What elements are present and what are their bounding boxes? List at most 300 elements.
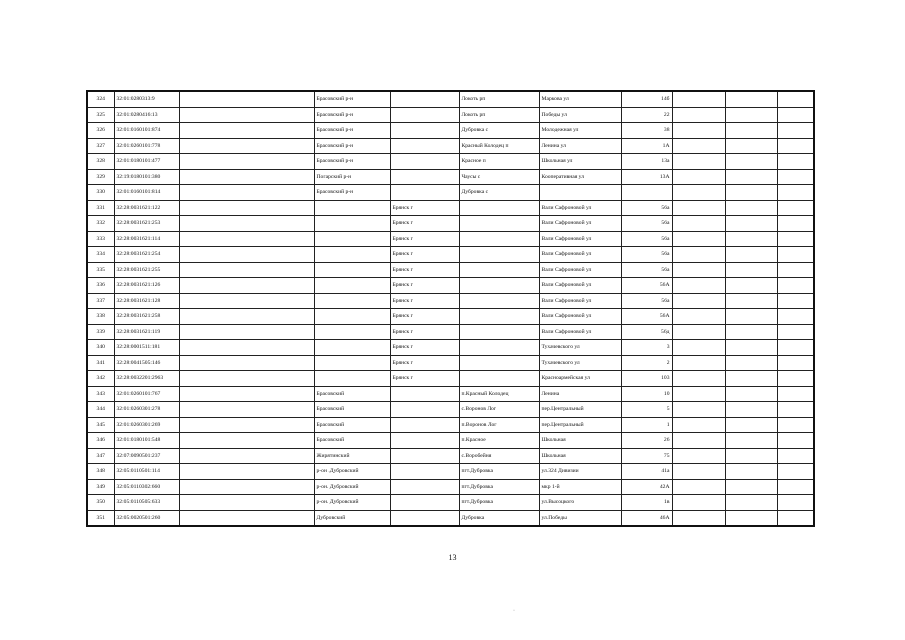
table-row <box>87 479 814 495</box>
empty-cell <box>725 402 777 418</box>
settlement-cell: Локоть рп <box>459 91 539 107</box>
empty-cell <box>725 386 777 402</box>
empty-cell <box>777 169 814 185</box>
empty-cell <box>777 386 814 402</box>
empty-cell <box>725 91 777 107</box>
house-number-cell: 3 <box>621 340 672 356</box>
table-row <box>87 138 814 154</box>
table-row <box>87 448 814 464</box>
street-cell: Тухачевского ул <box>539 340 621 356</box>
cadastral-number-cell: 32:28:0031621:114 <box>114 231 179 247</box>
city-cell: Брянск г <box>390 200 459 216</box>
city-cell: Брянск г <box>390 278 459 294</box>
street-cell <box>539 185 621 201</box>
empty-cell <box>725 479 777 495</box>
empty-cell <box>179 247 314 263</box>
cadastral-number-cell: 32:05:0110501:114 <box>114 464 179 480</box>
empty-cell <box>777 123 814 139</box>
house-number-cell <box>621 185 672 201</box>
settlement-cell <box>459 262 539 278</box>
house-number-cell: 75 <box>621 448 672 464</box>
district-cell: Брасовский р-н <box>314 138 390 154</box>
row-number-cell: 330 <box>87 185 114 201</box>
house-number-cell: 56д <box>621 324 672 340</box>
cadastral-number-cell: 32:28:0031621:258 <box>114 309 179 325</box>
empty-cell <box>672 154 725 170</box>
cadastral-number-cell: 32:28:0031621:128 <box>114 293 179 309</box>
empty-cell <box>725 200 777 216</box>
street-cell: Вали Сафроновой ул <box>539 278 621 294</box>
settlement-cell: Локоть рп <box>459 107 539 123</box>
house-number-cell: 56а <box>621 231 672 247</box>
house-number-cell: 56а <box>621 262 672 278</box>
empty-cell <box>672 309 725 325</box>
empty-cell <box>725 371 777 387</box>
table-row <box>87 154 814 170</box>
row-number-cell: 334 <box>87 247 114 263</box>
house-number-cell: 13а <box>621 154 672 170</box>
city-cell: Брянск г <box>390 355 459 371</box>
street-cell: Ленина <box>539 386 621 402</box>
settlement-cell <box>459 216 539 232</box>
empty-cell <box>179 448 314 464</box>
settlement-cell: пгт.Дубровка <box>459 464 539 480</box>
district-cell <box>314 371 390 387</box>
table-row <box>87 355 814 371</box>
cadastral-number-cell: 32:01:0260101:767 <box>114 386 179 402</box>
house-number-cell: 5 <box>621 402 672 418</box>
empty-cell <box>777 510 814 526</box>
settlement-cell <box>459 231 539 247</box>
table-row <box>87 169 814 185</box>
empty-cell <box>672 417 725 433</box>
empty-cell <box>179 169 314 185</box>
empty-cell <box>672 231 725 247</box>
house-number-cell: 13А <box>621 169 672 185</box>
district-cell <box>314 355 390 371</box>
empty-cell <box>672 371 725 387</box>
empty-cell <box>672 448 725 464</box>
table-row <box>87 340 814 356</box>
empty-cell <box>725 495 777 511</box>
settlement-cell <box>459 324 539 340</box>
empty-cell <box>777 324 814 340</box>
empty-cell <box>725 293 777 309</box>
empty-cell <box>777 433 814 449</box>
row-number-cell: 344 <box>87 402 114 418</box>
empty-cell <box>672 479 725 495</box>
empty-cell <box>179 185 314 201</box>
settlement-cell: Красный Колодец п <box>459 138 539 154</box>
district-cell <box>314 293 390 309</box>
settlement-cell: п.Красное <box>459 433 539 449</box>
empty-cell <box>725 417 777 433</box>
empty-cell <box>672 247 725 263</box>
empty-cell <box>725 185 777 201</box>
empty-cell <box>777 464 814 480</box>
empty-cell <box>672 262 725 278</box>
city-cell <box>390 448 459 464</box>
empty-cell <box>179 123 314 139</box>
house-number-cell: 38 <box>621 123 672 139</box>
city-cell <box>390 185 459 201</box>
cadastral-number-cell: 32:28:0031621:255 <box>114 262 179 278</box>
table-row <box>87 231 814 247</box>
cadastral-number-cell: 32:28:0041505:146 <box>114 355 179 371</box>
house-number-cell: 56а <box>621 293 672 309</box>
empty-cell <box>672 185 725 201</box>
street-cell: мкр 1-й <box>539 479 621 495</box>
house-number-cell: 56а <box>621 247 672 263</box>
house-number-cell: 42А <box>621 479 672 495</box>
row-number-cell: 333 <box>87 231 114 247</box>
street-cell: Вали Сафроновой ул <box>539 324 621 340</box>
cadastral-number-cell: 32:01:0160101:814 <box>114 185 179 201</box>
settlement-cell: пгт.Дубровка <box>459 495 539 511</box>
cadastral-number-cell: 32:01:0260301:278 <box>114 402 179 418</box>
cadastral-number-cell: 32:01:0180101:548 <box>114 433 179 449</box>
street-cell: Молодежная ул <box>539 123 621 139</box>
street-cell: Победы ул <box>539 107 621 123</box>
cadastral-number-cell: 32:28:0031621:254 <box>114 247 179 263</box>
district-cell <box>314 200 390 216</box>
city-cell <box>390 138 459 154</box>
district-cell <box>314 309 390 325</box>
empty-cell <box>777 355 814 371</box>
empty-cell <box>725 355 777 371</box>
cadastral-number-cell: 32:07:0090501:237 <box>114 448 179 464</box>
district-cell <box>314 324 390 340</box>
empty-cell <box>179 154 314 170</box>
street-cell: Вали Сафроновой ул <box>539 247 621 263</box>
city-cell: Брянск г <box>390 371 459 387</box>
row-number-cell: 329 <box>87 169 114 185</box>
city-cell <box>390 107 459 123</box>
street-cell: ул.Победы <box>539 510 621 526</box>
empty-cell <box>179 464 314 480</box>
cadastral-number-cell: 32:28:0032201:2963 <box>114 371 179 387</box>
empty-cell <box>672 510 725 526</box>
settlement-cell: Дубровка <box>459 510 539 526</box>
empty-cell <box>672 216 725 232</box>
cadastral-number-cell: 32:28:0001511:181 <box>114 340 179 356</box>
district-cell <box>314 262 390 278</box>
empty-cell <box>672 91 725 107</box>
empty-cell <box>672 107 725 123</box>
empty-cell <box>777 216 814 232</box>
empty-cell <box>672 495 725 511</box>
row-number-cell: 346 <box>87 433 114 449</box>
house-number-cell: 1А <box>621 138 672 154</box>
row-number-cell: 347 <box>87 448 114 464</box>
street-cell: Вали Сафроновой ул <box>539 231 621 247</box>
empty-cell <box>179 495 314 511</box>
row-number-cell: 328 <box>87 154 114 170</box>
table-row <box>87 417 814 433</box>
street-cell: Вали Сафроновой ул <box>539 309 621 325</box>
empty-cell <box>725 154 777 170</box>
empty-cell <box>179 510 314 526</box>
city-cell: Брянск г <box>390 262 459 278</box>
row-number-cell: 343 <box>87 386 114 402</box>
city-cell <box>390 169 459 185</box>
district-cell: Брасовский р-н <box>314 185 390 201</box>
street-cell: Ленина ул <box>539 138 621 154</box>
empty-cell <box>725 262 777 278</box>
table-row <box>87 185 814 201</box>
district-cell: Дубровский <box>314 510 390 526</box>
street-cell: ул.324 Дивизии <box>539 464 621 480</box>
city-cell: Брянск г <box>390 324 459 340</box>
row-number-cell: 345 <box>87 417 114 433</box>
empty-cell <box>725 247 777 263</box>
city-cell <box>390 123 459 139</box>
table-row <box>87 309 814 325</box>
district-cell: Брасовский р-н <box>314 123 390 139</box>
district-cell: р-он. Дубровский <box>314 479 390 495</box>
house-number-cell: 10 <box>621 386 672 402</box>
cadastral-number-cell: 32:28:0031621:126 <box>114 278 179 294</box>
empty-cell <box>777 231 814 247</box>
street-cell: пер.Центральный <box>539 402 621 418</box>
settlement-cell: пгт.Дубровка <box>459 479 539 495</box>
city-cell: Брянск г <box>390 340 459 356</box>
empty-cell <box>179 216 314 232</box>
city-cell <box>390 495 459 511</box>
table-row <box>87 278 814 294</box>
district-cell: Брасовский р-н <box>314 154 390 170</box>
house-number-cell: 56А <box>621 309 672 325</box>
settlement-cell: Дубровка с <box>459 185 539 201</box>
scan-artifact-dot: · <box>513 608 515 614</box>
empty-cell <box>179 417 314 433</box>
empty-cell <box>777 495 814 511</box>
empty-cell <box>725 309 777 325</box>
empty-cell <box>777 309 814 325</box>
empty-cell <box>725 510 777 526</box>
empty-cell <box>777 293 814 309</box>
district-cell <box>314 247 390 263</box>
district-cell: Брасовский <box>314 417 390 433</box>
empty-cell <box>725 448 777 464</box>
empty-cell <box>179 324 314 340</box>
settlement-cell <box>459 340 539 356</box>
empty-cell <box>179 278 314 294</box>
row-number-cell: 337 <box>87 293 114 309</box>
cadastral-number-cell: 32:01:0260101:778 <box>114 138 179 154</box>
empty-cell <box>179 91 314 107</box>
cadastral-number-cell: 32:01:0280416:13 <box>114 107 179 123</box>
empty-cell <box>777 448 814 464</box>
cadastral-number-cell: 32:01:0180101:477 <box>114 154 179 170</box>
empty-cell <box>777 402 814 418</box>
empty-cell <box>179 309 314 325</box>
settlement-cell <box>459 278 539 294</box>
empty-cell <box>179 107 314 123</box>
settlement-cell: Красное п <box>459 154 539 170</box>
city-cell: Брянск г <box>390 293 459 309</box>
table-row <box>87 510 814 526</box>
cadastral-number-cell: 32:28:0031621:253 <box>114 216 179 232</box>
row-number-cell: 350 <box>87 495 114 511</box>
cadastral-number-cell: 32:28:0031621:119 <box>114 324 179 340</box>
row-number-cell: 324 <box>87 91 114 107</box>
table-row <box>87 464 814 480</box>
empty-cell <box>672 123 725 139</box>
empty-cell <box>672 402 725 418</box>
table-row <box>87 123 814 139</box>
empty-cell <box>725 123 777 139</box>
empty-cell <box>777 371 814 387</box>
table-row <box>87 324 814 340</box>
street-cell: Вали Сафроновой ул <box>539 293 621 309</box>
empty-cell <box>725 433 777 449</box>
house-number-cell: 14б <box>621 91 672 107</box>
street-cell: Вали Сафроновой ул <box>539 216 621 232</box>
empty-cell <box>725 216 777 232</box>
table-row <box>87 495 814 511</box>
empty-cell <box>777 91 814 107</box>
row-number-cell: 327 <box>87 138 114 154</box>
table-row <box>87 216 814 232</box>
house-number-cell: 56А <box>621 278 672 294</box>
city-cell: Брянск г <box>390 231 459 247</box>
cadastral-number-cell: 32:05:0020501:260 <box>114 510 179 526</box>
row-number-cell: 348 <box>87 464 114 480</box>
city-cell <box>390 402 459 418</box>
empty-cell <box>777 262 814 278</box>
empty-cell <box>672 200 725 216</box>
row-number-cell: 338 <box>87 309 114 325</box>
empty-cell <box>777 154 814 170</box>
district-cell <box>314 278 390 294</box>
street-cell: пер.Центральный <box>539 417 621 433</box>
empty-cell <box>179 402 314 418</box>
row-number-cell: 336 <box>87 278 114 294</box>
street-cell: Школьная <box>539 448 621 464</box>
street-cell: Школьная <box>539 433 621 449</box>
empty-cell <box>179 479 314 495</box>
house-number-cell: 46А <box>621 510 672 526</box>
empty-cell <box>725 278 777 294</box>
empty-cell <box>725 231 777 247</box>
district-cell: Брасовский <box>314 433 390 449</box>
empty-cell <box>179 340 314 356</box>
settlement-cell: Дубровка с <box>459 123 539 139</box>
city-cell: Брянск г <box>390 309 459 325</box>
row-number-cell: 339 <box>87 324 114 340</box>
empty-cell <box>777 479 814 495</box>
table-row <box>87 433 814 449</box>
house-number-cell: 56а <box>621 216 672 232</box>
table-row <box>87 402 814 418</box>
district-cell <box>314 216 390 232</box>
row-number-cell: 335 <box>87 262 114 278</box>
house-number-cell: 2 <box>621 355 672 371</box>
district-cell: р-он. Дубровский <box>314 495 390 511</box>
district-cell <box>314 340 390 356</box>
empty-cell <box>777 247 814 263</box>
table-row <box>87 293 814 309</box>
empty-cell <box>725 464 777 480</box>
city-cell <box>390 154 459 170</box>
cadastral-number-cell: 32:01:0280313:9 <box>114 91 179 107</box>
empty-cell <box>179 386 314 402</box>
street-cell: Вали Сафроновой ул <box>539 200 621 216</box>
settlement-cell <box>459 247 539 263</box>
empty-cell <box>672 278 725 294</box>
house-number-cell: 1 <box>621 417 672 433</box>
settlement-cell: с.Воробейня <box>459 448 539 464</box>
page-number: 13 <box>448 553 457 562</box>
street-cell: Кооперативная ул <box>539 169 621 185</box>
empty-cell <box>179 138 314 154</box>
empty-cell <box>179 200 314 216</box>
cadastral-number-cell: 32:01:0160101:874 <box>114 123 179 139</box>
empty-cell <box>777 417 814 433</box>
table-row <box>87 262 814 278</box>
district-cell: Брасовский <box>314 386 390 402</box>
empty-cell <box>725 138 777 154</box>
empty-cell <box>672 138 725 154</box>
row-number-cell: 331 <box>87 200 114 216</box>
row-number-cell: 325 <box>87 107 114 123</box>
cadastral-number-cell: 32:01:0260301:269 <box>114 417 179 433</box>
empty-cell <box>672 324 725 340</box>
settlement-cell <box>459 293 539 309</box>
row-number-cell: 340 <box>87 340 114 356</box>
empty-cell <box>725 107 777 123</box>
empty-cell <box>179 371 314 387</box>
empty-cell <box>672 169 725 185</box>
empty-cell <box>725 169 777 185</box>
table-row <box>87 91 814 107</box>
table-row <box>87 386 814 402</box>
row-number-cell: 341 <box>87 355 114 371</box>
city-cell <box>390 464 459 480</box>
row-number-cell: 349 <box>87 479 114 495</box>
row-number-cell: 332 <box>87 216 114 232</box>
settlement-cell <box>459 309 539 325</box>
empty-cell <box>777 107 814 123</box>
table-body <box>87 91 814 526</box>
table-row <box>87 200 814 216</box>
city-cell <box>390 91 459 107</box>
street-cell: Маркова ул <box>539 91 621 107</box>
street-cell: ул.Высоцкого <box>539 495 621 511</box>
empty-cell <box>179 231 314 247</box>
district-cell: Брасовский <box>314 402 390 418</box>
house-number-cell: 41а <box>621 464 672 480</box>
district-cell: Жирятинский <box>314 448 390 464</box>
empty-cell <box>672 340 725 356</box>
empty-cell <box>725 324 777 340</box>
district-cell: р-он .Дубровский <box>314 464 390 480</box>
house-number-cell: 22 <box>621 107 672 123</box>
empty-cell <box>777 340 814 356</box>
empty-cell <box>179 293 314 309</box>
empty-cell <box>777 200 814 216</box>
table-row <box>87 247 814 263</box>
settlement-cell: п.Красный Колодец <box>459 386 539 402</box>
empty-cell <box>725 340 777 356</box>
city-cell <box>390 479 459 495</box>
street-cell: Красноармейская ул <box>539 371 621 387</box>
house-number-cell: 26 <box>621 433 672 449</box>
cadastral-number-cell: 32:05:0110505:633 <box>114 495 179 511</box>
empty-cell <box>672 386 725 402</box>
settlement-cell: с.Воронов Лог <box>459 402 539 418</box>
